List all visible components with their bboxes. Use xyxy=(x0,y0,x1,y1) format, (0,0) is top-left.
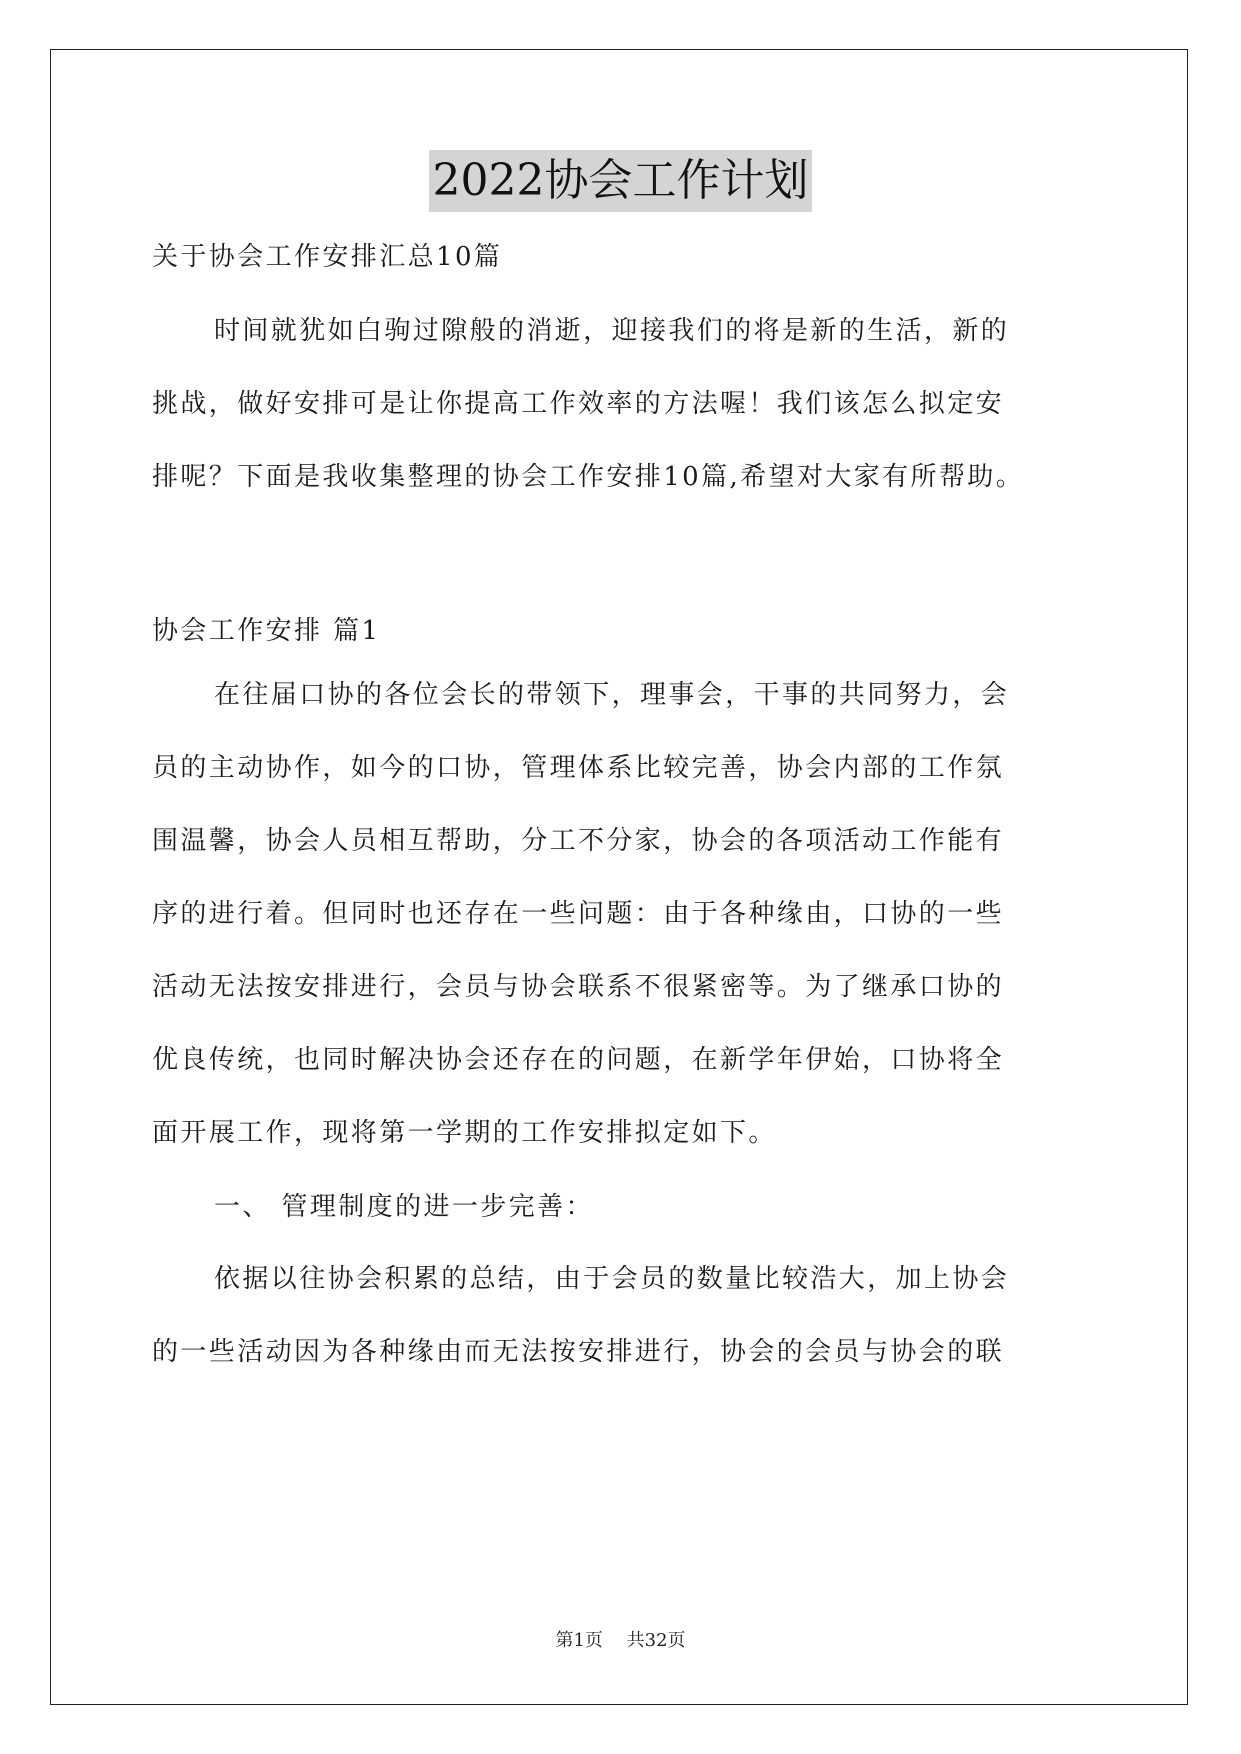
subtitle: 关于协会工作安排汇总10篇 xyxy=(152,242,503,272)
body-paragraph xyxy=(152,682,1092,1146)
page-footer xyxy=(0,1626,1241,1652)
page-total: 共32页 xyxy=(626,1630,686,1651)
paragraph-line: 序的进行着。但同时也还存在一些问题：由于各种缘由，口协的一些 xyxy=(152,899,1005,929)
paragraph-line: 挑战，做好安排可是让你提高工作效率的方法喔！我们该怎么拟定安 xyxy=(152,389,1005,419)
section-heading: 协会工作安排 篇1 xyxy=(152,616,381,646)
item-paragraph xyxy=(152,1266,1092,1365)
paragraph-line: 活动无法按安排进行，会员与协会联系不很紧密等。为了继承口协的 xyxy=(152,972,1005,1002)
paragraph-line: 在往届口协的各位会长的带领下，理事会，干事的共同努力，会 xyxy=(214,680,1010,710)
section-heading-block xyxy=(152,618,1092,644)
intro-paragraph xyxy=(152,318,1092,490)
paragraph-line: 面开展工作，现将第一学期的工作安排拟定如下。 xyxy=(152,1118,777,1148)
page-number: 第1页 xyxy=(555,1630,603,1651)
item-heading-block xyxy=(152,1194,1092,1220)
title-container xyxy=(0,150,1241,212)
paragraph-line: 的一些活动因为各种缘由而无法按安排进行，协会的会员与协会的联 xyxy=(152,1337,1005,1367)
paragraph-line: 员的主动协作，如今的口协，管理体系比较完善，协会内部的工作氛 xyxy=(152,753,1005,783)
subtitle-block xyxy=(152,244,1092,270)
paragraph-line: 优良传统，也同时解决协会还存在的问题，在新学年伊始，口协将全 xyxy=(152,1045,1005,1075)
paragraph-line: 排呢？下面是我收集整理的协会工作安排10篇,希望对大家有所帮助。 xyxy=(152,462,1025,492)
paragraph-line: 时间就犹如白驹过隙般的消逝，迎接我们的将是新的生活，新的 xyxy=(214,316,1010,346)
paragraph-line: 围温馨，协会人员相互帮助，分工不分家，协会的各项活动工作能有 xyxy=(152,826,1005,856)
item-heading: 一、 管理制度的进一步完善： xyxy=(214,1192,594,1222)
paragraph-line: 依据以往协会积累的总结，由于会员的数量比较浩大，加上协会 xyxy=(214,1264,1010,1294)
page-title: 2022协会工作计划 xyxy=(429,150,813,212)
